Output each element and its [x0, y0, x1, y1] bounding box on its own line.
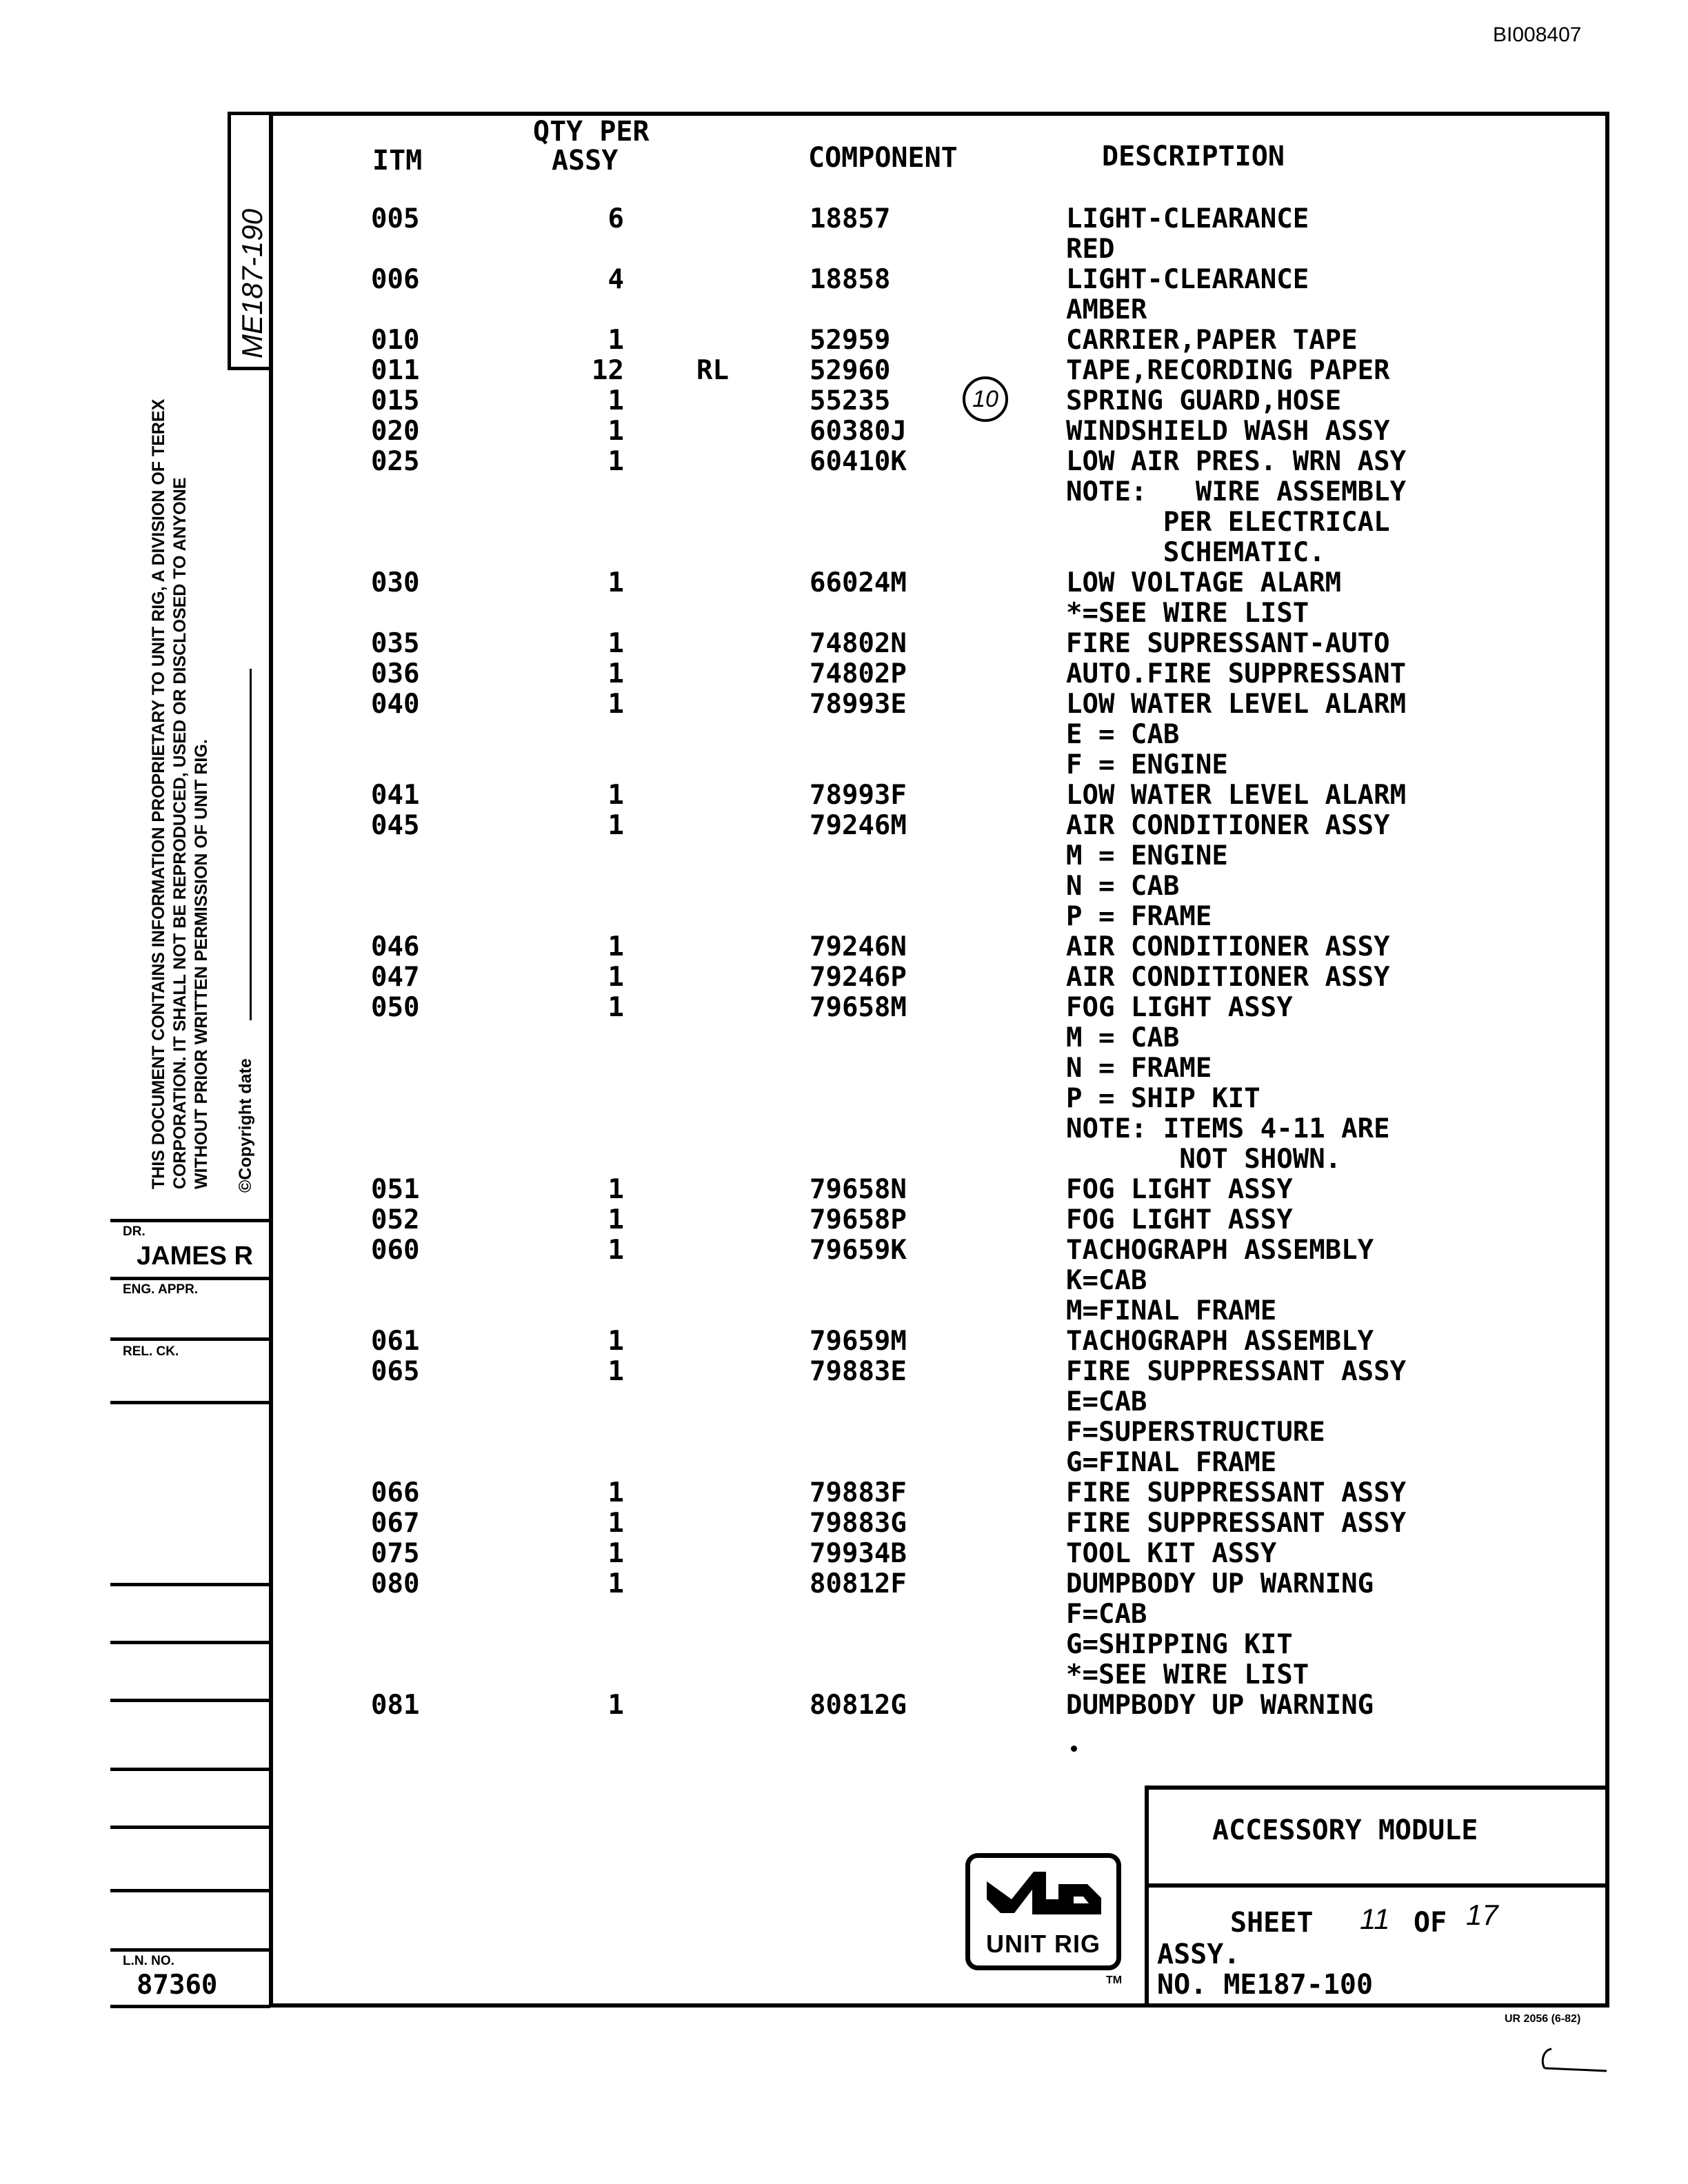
item-number: 075	[371, 1538, 420, 1569]
quantity: 1	[607, 325, 624, 356]
description: SPRING GUARD,HOSE	[1066, 385, 1342, 416]
component-number: 78993F	[810, 780, 907, 811]
description: SCHEMATIC.	[1066, 537, 1325, 568]
quantity: 1	[607, 992, 624, 1023]
component-number: 79246N	[810, 931, 907, 962]
description: F=SUPERSTRUCTURE	[1066, 1417, 1325, 1448]
item-number: 030	[371, 567, 420, 598]
assy-label: ASSY.	[1157, 1939, 1240, 1970]
divider	[110, 1219, 270, 1222]
header-qty-line2: ASSY	[552, 145, 619, 176]
item-number: 047	[371, 962, 420, 993]
quantity: 1	[607, 931, 624, 962]
description: LOW WATER LEVEL ALARM	[1066, 689, 1407, 720]
description: AMBER	[1066, 294, 1147, 325]
quantity: 1	[607, 567, 624, 598]
form-number: UR 2056 (6-82)	[1505, 2013, 1581, 2025]
title-block-divider	[1145, 1883, 1609, 1888]
sheet-total: 17	[1466, 1899, 1498, 1931]
divider	[110, 1583, 270, 1586]
quantity: 1	[607, 416, 624, 447]
description: TAPE,RECORDING PAPER	[1066, 355, 1390, 386]
item-number: 045	[371, 810, 420, 841]
description: G=FINAL FRAME	[1066, 1447, 1277, 1478]
description: F = ENGINE	[1066, 749, 1228, 780]
item-number: 015	[371, 385, 420, 416]
description: AIR CONDITIONER ASSY	[1066, 810, 1390, 841]
description: RED	[1066, 234, 1115, 265]
item-number: 051	[371, 1174, 420, 1205]
component-number: 79659K	[810, 1235, 907, 1266]
component-number: 79658P	[810, 1204, 907, 1235]
assy-number: NO. ME187-100	[1157, 1969, 1374, 2001]
item-number: 066	[371, 1477, 420, 1508]
quantity: 1	[607, 446, 624, 477]
component-number: 74802N	[810, 628, 907, 659]
document-id: BI008407	[1493, 23, 1582, 46]
item-number: 036	[371, 658, 420, 689]
description: K=CAB	[1066, 1265, 1147, 1296]
item-number: 010	[371, 325, 420, 356]
item-number: 020	[371, 416, 420, 447]
description: TACHOGRAPH ASSEMBLY	[1066, 1326, 1374, 1357]
description: *=SEE WIRE LIST	[1066, 1659, 1309, 1690]
divider	[110, 1948, 270, 1952]
ln-no-value: 87360	[137, 1970, 218, 2001]
of-label: OF	[1414, 1907, 1447, 1939]
component-number: 60410K	[810, 446, 907, 477]
drawing-frame	[269, 112, 1609, 2008]
description: *=SEE WIRE LIST	[1066, 598, 1309, 629]
item-number: 060	[371, 1235, 420, 1266]
description: E=CAB	[1066, 1386, 1147, 1417]
description: N = FRAME	[1066, 1053, 1212, 1084]
item-number: 081	[371, 1690, 420, 1721]
dr-value: JAMES R	[137, 1242, 253, 1271]
header-qty-line1: QTY PER	[533, 116, 650, 148]
component-number: 80812G	[810, 1690, 907, 1721]
proprietary-notice: THIS DOCUMENT CONTAINS INFORMATION PROPRIETARY TO UNIT RIG, A DIVISION OF TEREX CORPORATION. IT SHALL NOT BE REPRODUCED, USED OR DISCLOSED TO ANYONE WITHOUT PRIOR WRITTEN PERMISSION OF UNIT RIG.	[149, 398, 211, 1189]
description: LIGHT-CLEARANCE	[1066, 203, 1309, 234]
description: NOTE: WIRE ASSEMBLY	[1066, 476, 1407, 507]
component-number: 52959	[810, 325, 891, 356]
component-number: 79934B	[810, 1538, 907, 1569]
quantity: 1	[607, 1568, 624, 1599]
description: E = CAB	[1066, 719, 1180, 750]
item-number: 040	[371, 689, 420, 720]
component-number: 55235	[810, 385, 891, 416]
copyright-underline	[250, 669, 252, 1020]
scan-mark-icon	[1531, 2041, 1614, 2082]
item-number: 050	[371, 992, 420, 1023]
copyright-label: ©Copyright date	[236, 1058, 255, 1193]
header-component: COMPONENT	[808, 142, 958, 174]
component-number: 79658M	[810, 992, 907, 1023]
quantity: 1	[607, 1326, 624, 1357]
quantity: 1	[607, 1508, 624, 1539]
item-number: 025	[371, 446, 420, 477]
divider	[110, 1401, 270, 1404]
item-number: 006	[371, 264, 420, 295]
description: TOOL KIT ASSY	[1066, 1538, 1277, 1569]
divider	[110, 1768, 270, 1771]
component-number: 18857	[810, 203, 891, 234]
component-number: 52960	[810, 355, 891, 386]
description: P = SHIP KIT	[1066, 1083, 1260, 1114]
description: AUTO.FIRE SUPPRESSANT	[1066, 658, 1407, 689]
description: FOG LIGHT ASSY	[1066, 1174, 1293, 1205]
divider	[110, 2005, 270, 2008]
description: FIRE SUPRESSANT-AUTO	[1066, 628, 1390, 659]
item-number: 052	[371, 1204, 420, 1235]
bullet-mark	[1071, 1746, 1077, 1752]
item-number: 065	[371, 1356, 420, 1387]
callout-number: 10	[972, 385, 998, 412]
sheet-label: SHEET	[1230, 1907, 1314, 1939]
component-number: 80812F	[810, 1568, 907, 1599]
quantity: 1	[607, 385, 624, 416]
quantity: 1	[607, 1174, 624, 1205]
component-number: 79246M	[810, 810, 907, 841]
unit-rig-logo	[965, 1853, 1121, 1970]
item-number: 046	[371, 931, 420, 962]
quantity: 1	[607, 1356, 624, 1387]
component-number: 79883E	[810, 1356, 907, 1387]
quantity: 12	[592, 355, 624, 386]
side-tab-label: ME187-190	[236, 208, 268, 358]
quantity: 1	[607, 1690, 624, 1721]
item-number: 061	[371, 1326, 420, 1357]
description: FIRE SUPPRESSANT ASSY	[1066, 1356, 1407, 1387]
divider	[110, 1889, 270, 1892]
trademark-mark: TM	[1106, 1974, 1123, 1986]
description: WINDSHIELD WASH ASSY	[1066, 416, 1390, 447]
quantity: 1	[607, 962, 624, 993]
component-number: 18858	[810, 264, 891, 295]
description: AIR CONDITIONER ASSY	[1066, 931, 1390, 962]
description: P = FRAME	[1066, 901, 1212, 932]
description: FOG LIGHT ASSY	[1066, 992, 1293, 1023]
quantity: 1	[607, 1235, 624, 1266]
description: M = CAB	[1066, 1022, 1180, 1053]
quantity: 1	[607, 689, 624, 720]
dr-label: DR.	[123, 1224, 145, 1239]
component-number: 79883F	[810, 1477, 907, 1508]
divider	[110, 1641, 270, 1644]
component-number: 79883G	[810, 1508, 907, 1539]
quantity: 1	[607, 810, 624, 841]
description: NOT SHOWN.	[1066, 1144, 1342, 1175]
item-number: 080	[371, 1568, 420, 1599]
description: LOW VOLTAGE ALARM	[1066, 567, 1342, 598]
description: CARRIER,PAPER TAPE	[1066, 325, 1358, 356]
description: M=FINAL FRAME	[1066, 1295, 1277, 1326]
description: M = ENGINE	[1066, 840, 1228, 871]
quantity: 4	[607, 264, 624, 295]
quantity: 1	[607, 1204, 624, 1235]
component-number: 79659M	[810, 1326, 907, 1357]
quantity: 1	[607, 1477, 624, 1508]
quantity: 1	[607, 1538, 624, 1569]
description: F=CAB	[1066, 1599, 1147, 1630]
item-number: 035	[371, 628, 420, 659]
divider	[110, 1699, 270, 1702]
quantity: 6	[607, 203, 624, 234]
divider	[110, 1826, 270, 1829]
logo-text: UNIT RIG	[986, 1930, 1101, 1958]
component-number: 66024M	[810, 567, 907, 598]
drawing-title: ACCESSORY MODULE	[1212, 1814, 1478, 1846]
component-number: 79246P	[810, 962, 907, 993]
item-number: 067	[371, 1508, 420, 1539]
divider	[110, 1277, 270, 1280]
callout-circle	[963, 376, 1008, 422]
header-description: DESCRIPTION	[1102, 141, 1285, 172]
component-number: 74802P	[810, 658, 907, 689]
description: FOG LIGHT ASSY	[1066, 1204, 1293, 1235]
component-number: 60380J	[810, 416, 907, 447]
unit: RL	[696, 355, 729, 386]
item-number: 005	[371, 203, 420, 234]
description: DUMPBODY UP WARNING	[1066, 1690, 1374, 1721]
divider	[110, 1337, 270, 1341]
quantity: 1	[607, 780, 624, 811]
description: LOW AIR PRES. WRN ASY	[1066, 446, 1407, 477]
description: TACHOGRAPH ASSEMBLY	[1066, 1235, 1374, 1266]
component-number: 79658N	[810, 1174, 907, 1205]
description: N = CAB	[1066, 871, 1180, 902]
header-item: ITM	[372, 145, 423, 176]
description: FIRE SUPPRESSANT ASSY	[1066, 1477, 1407, 1508]
description: LIGHT-CLEARANCE	[1066, 264, 1309, 295]
description: G=SHIPPING KIT	[1066, 1629, 1293, 1660]
description: FIRE SUPPRESSANT ASSY	[1066, 1508, 1407, 1539]
eng-appr-label: ENG. APPR.	[123, 1282, 199, 1297]
description: DUMPBODY UP WARNING	[1066, 1568, 1374, 1599]
quantity: 1	[607, 658, 624, 689]
description: AIR CONDITIONER ASSY	[1066, 962, 1390, 993]
description: NOTE: ITEMS 4-11 ARE	[1066, 1113, 1390, 1144]
description: LOW WATER LEVEL ALARM	[1066, 780, 1407, 811]
description: PER ELECTRICAL	[1066, 507, 1390, 538]
item-number: 041	[371, 780, 420, 811]
logo-mark-icon	[970, 1858, 1116, 1932]
quantity: 1	[607, 628, 624, 659]
sheet-number: 11	[1360, 1903, 1390, 1935]
ln-no-label: L.N. NO.	[123, 1954, 174, 1968]
item-number: 011	[371, 355, 420, 386]
component-number: 78993E	[810, 689, 907, 720]
rel-ck-label: REL. CK.	[123, 1344, 179, 1359]
